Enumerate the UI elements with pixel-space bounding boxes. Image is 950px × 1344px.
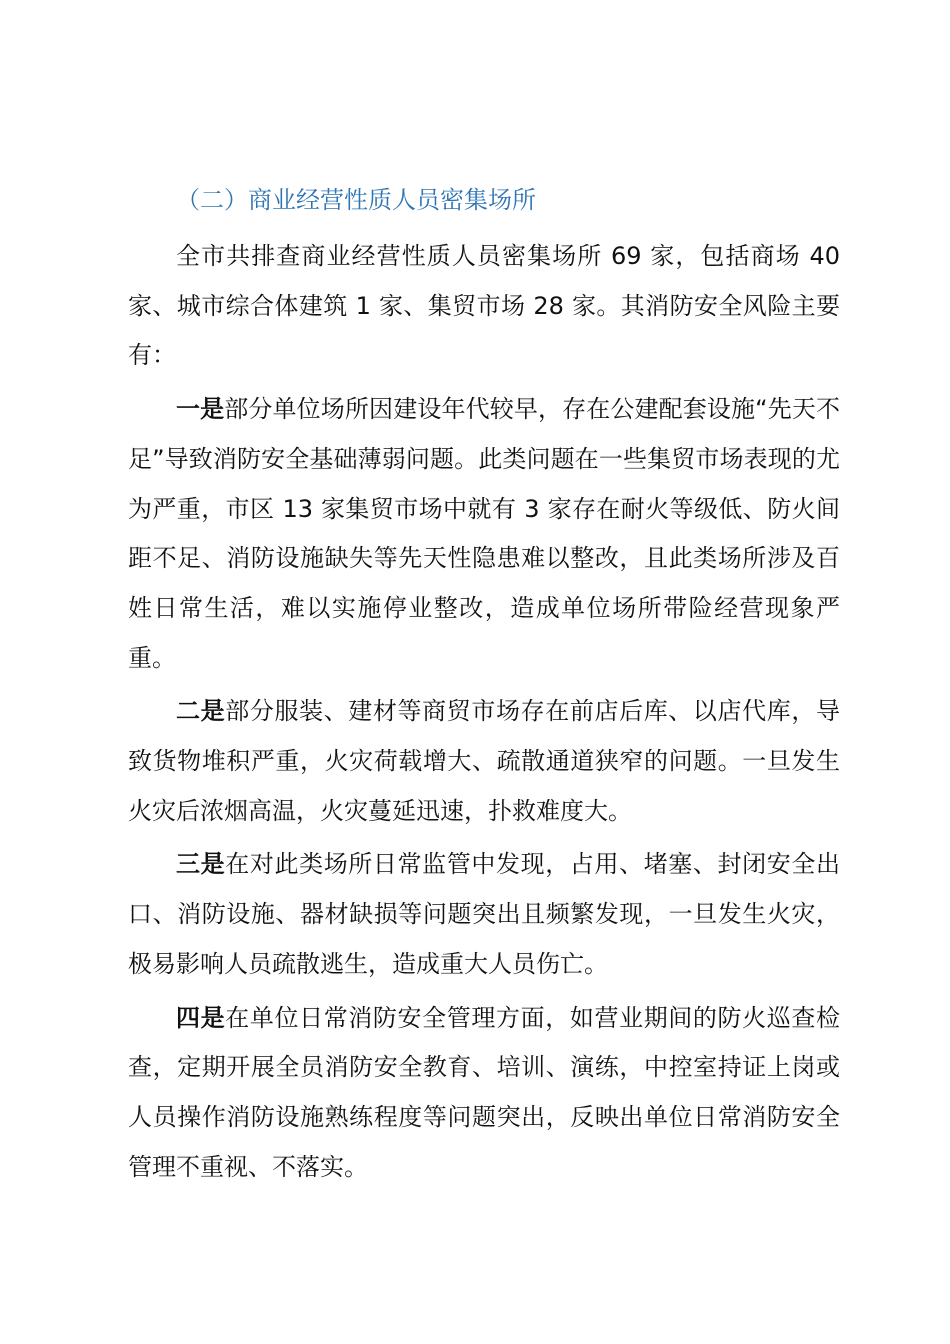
paragraph-text: 在单位日常消防安全管理方面，如营业期间的防火巡查检查，定期开展全员消防安全教育、培训、演练，中控室持证上岗或人员操作消防设施熟练程度等问题突出，反映出单位日常消防安全管理不重视、不落实。 (128, 1003, 841, 1181)
paragraph-lead: 四是 (176, 1003, 226, 1032)
paragraph-text: 在对此类场所日常监管中发现，占用、堵塞、封闭安全出口、消防设施、器材缺损等问题突出且频繁发现，一旦发生火灾，极易影响人员疏散逃生，造成重大人员伤亡。 (128, 850, 841, 978)
paragraph-text: 全市共排查商业经营性质人员密集场所 69 家，包括商场 40 家、城市综合体建筑 1 家、集贸市场 28 家。其消防安全风险主要有： (128, 242, 840, 370)
paragraph-lead: 一是 (176, 395, 225, 424)
section-heading: （二）商业经营性质人员密集场所 (176, 186, 536, 214)
paragraph-text: 部分单位场所因建设年代较早，存在公建配套设施“先天不足”导致消防安全基础薄弱问题。此类问题在一些集贸市场表现的尤为严重，市区 13 家集贸市场中就有 3 家存在耐火等级低、防火间距不足、消防设施缺失等先天性隐患难以整改，且此类场所涉及百姓日常生活，难以实施停业整改，造成单位场所带险经营现象严重。 (128, 395, 840, 672)
paragraph-lead: 三是 (176, 850, 226, 879)
document-body (128, 182, 840, 1196)
paragraph-point-1 (128, 385, 840, 683)
paragraph-lead: 二是 (176, 697, 226, 726)
paragraph-point-2 (128, 687, 840, 836)
paragraph-point-4 (128, 994, 840, 1193)
paragraph-overview (128, 232, 840, 381)
paragraph-text: 部分服装、建材等商贸市场存在前店后库、以店代库，导致货物堆积严重，火灾荷载增大、疏散通道狭窄的问题。一旦发生火灾后浓烟高温，火灾蔓延迅速，扑救难度大。 (128, 697, 841, 825)
paragraph-point-3 (128, 840, 840, 989)
